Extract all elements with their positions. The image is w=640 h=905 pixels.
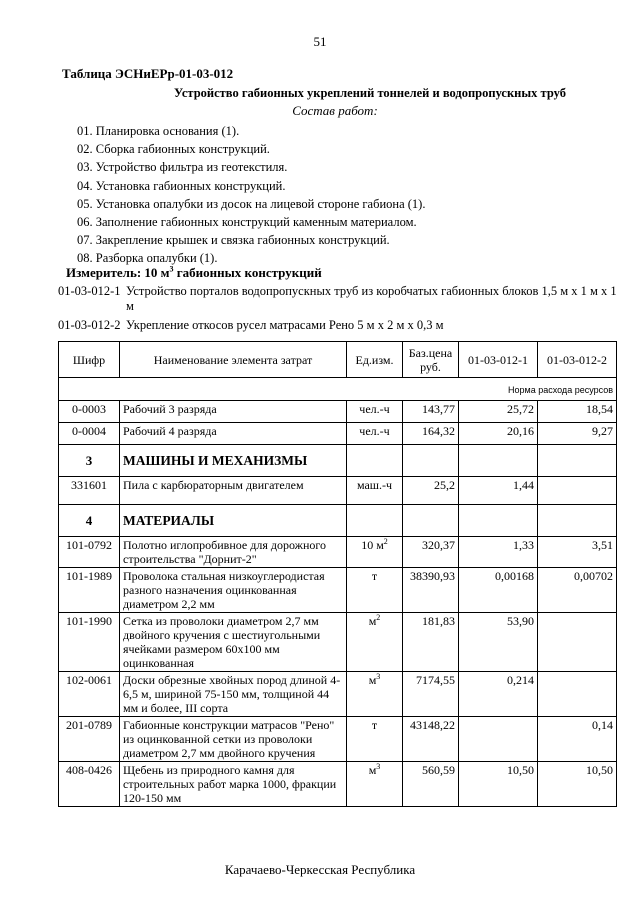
table-row (59, 423, 617, 445)
col-header-code2: 01-03-012-2 (538, 342, 617, 378)
table-row (59, 477, 617, 505)
cell-code: 101-1990 (59, 613, 120, 672)
cell-name: Полотно иглопробивное для дорожного строительства "Дорнит-2" (120, 537, 347, 568)
footer-region: Карачаево-Черкесская Республика (224, 862, 416, 877)
table-row (59, 762, 617, 807)
unit-sup: 3 (376, 762, 381, 771)
empty-cell (347, 445, 403, 477)
work-item: 07. Закрепление крышек и связка габионных конструкций. (77, 233, 390, 248)
cell-price: 320,37 (403, 537, 459, 568)
col-header-code: Шифр (59, 342, 120, 378)
works-list (77, 122, 425, 268)
cell-name: Сетка из проволоки диаметром 2,7 мм двойного кручения с шестиугольными ячейками размером 60х100 мм оцинкованная (120, 613, 347, 672)
col-header-code1: 01-03-012-1 (459, 342, 538, 378)
code-id: 01-03-012-2 (58, 318, 121, 332)
unit-sup: 2 (383, 537, 388, 546)
cell-norm-1: 1,44 (459, 477, 538, 505)
cell-norm-1: 25,72 (459, 401, 538, 423)
empty-cell (459, 445, 538, 477)
cell-norm-2 (538, 477, 617, 505)
code-row (58, 284, 618, 313)
cell-unit: т (347, 717, 403, 762)
section-number: 3 (59, 445, 120, 477)
measure-prefix: Измеритель: 10 м (66, 265, 170, 280)
section-title: МАШИНЫ И МЕХАНИЗМЫ (120, 445, 347, 477)
cell-norm-2: 18,54 (538, 401, 617, 423)
empty-cell (347, 505, 403, 537)
cell-code: 331601 (59, 477, 120, 505)
work-item: 03. Устройство фильтра из геотекстиля. (77, 160, 288, 175)
page-number: 51 (313, 34, 327, 49)
cell-norm-2: 0,00702 (538, 568, 617, 613)
section-row (59, 445, 617, 477)
cell-name: Рабочий 3 разряда (120, 401, 347, 423)
cell-name: Пила с карбюраторным двигателем (120, 477, 347, 505)
work-item: 04. Установка габионных конструкций. (77, 178, 286, 193)
section-number: 4 (59, 505, 120, 537)
cell-unit: т (347, 568, 403, 613)
empty-cell (403, 505, 459, 537)
cell-norm-1: 0,00168 (459, 568, 538, 613)
cell-name: Щебень из природного камня для строительных работ марка 1000, фракции 120-150 мм (120, 762, 347, 807)
code-description: Укрепление откосов русел матрасами Рено 5 м x 2 м x 0,3 м (126, 318, 444, 332)
cell-name: Рабочий 4 разряда (120, 423, 347, 445)
cell-unit: чел.-ч (347, 423, 403, 445)
unit-text: м (368, 673, 377, 687)
table-row (59, 537, 617, 568)
cell-unit (347, 762, 403, 807)
cell-unit (347, 672, 403, 717)
measure-sup: 3 (169, 264, 174, 274)
col-header-unit: Ед.изм. (347, 342, 403, 378)
cell-norm-2: 3,51 (538, 537, 617, 568)
cell-code: 102-0061 (59, 672, 120, 717)
code-description: Устройство порталов водопропускных труб из коробчатых габионных блоков 1,5 м x 1 м x 1 м (126, 284, 617, 313)
table-row (59, 613, 617, 672)
unit-text: м (368, 614, 377, 628)
cell-norm-1: 20,16 (459, 423, 538, 445)
cell-unit: маш.-ч (347, 477, 403, 505)
empty-cell (459, 505, 538, 537)
measure-unit (66, 265, 322, 281)
cell-unit (347, 537, 403, 568)
cell-norm-1: 53,90 (459, 613, 538, 672)
cell-norm-1: 10,50 (459, 762, 538, 807)
section-title: МАТЕРИАЛЫ (120, 505, 347, 537)
table-id: Таблица ЭСНиЕРр-01-03-012 (62, 66, 234, 81)
work-item: 05. Установка опалубки из досок на лицевой стороне габиона (1). (77, 196, 426, 211)
norma-label: Норма расхода ресурсов (59, 378, 617, 401)
unit-text: м (368, 763, 377, 777)
measure-suffix: габионных конструкций (173, 265, 322, 280)
unit-text: 10 м (361, 538, 384, 552)
work-item: 06. Заполнение габионных конструкций каменным материалом. (77, 214, 417, 229)
col-header-price: Баз.цена руб. (403, 342, 459, 378)
cell-code: 408-0426 (59, 762, 120, 807)
composition-label: Состав работ: (292, 103, 378, 118)
cell-norm-1 (459, 717, 538, 762)
cell-price: 7174,55 (403, 672, 459, 717)
table-row (59, 672, 617, 717)
cell-code: 201-0789 (59, 717, 120, 762)
cell-norm-1: 0,214 (459, 672, 538, 717)
cell-unit (347, 613, 403, 672)
cell-code: 101-0792 (59, 537, 120, 568)
codes-list (58, 284, 618, 338)
col-header-name: Наименование элемента затрат (120, 342, 347, 378)
work-item: 01. Планировка основания (1). (77, 124, 240, 138)
table-row (59, 717, 617, 762)
cell-price: 560,59 (403, 762, 459, 807)
empty-cell (538, 445, 617, 477)
cell-norm-2 (538, 672, 617, 717)
code-row (58, 318, 618, 333)
cell-code: 0-0003 (59, 401, 120, 423)
cell-name: Доски обрезные хвойных пород длиной 4-6,5 м, шириной 75-150 мм, толщиной 44 мм и более, III сорта (120, 672, 347, 717)
norma-row (59, 378, 617, 401)
cell-norm-2: 0,14 (538, 717, 617, 762)
cell-norm-2: 10,50 (538, 762, 617, 807)
cell-code: 101-1989 (59, 568, 120, 613)
cell-name: Проволока стальная низкоуглеродистая разного назначения оцинкованная диаметром 2,2 мм (120, 568, 347, 613)
cell-price: 38390,93 (403, 568, 459, 613)
work-item: 02. Сборка габионных конструкций. (77, 142, 270, 157)
cell-norm-2: 9,27 (538, 423, 617, 445)
cell-price: 164,32 (403, 423, 459, 445)
cell-price: 181,83 (403, 613, 459, 672)
cell-name: Габионные конструкции матрасов "Рено" из оцинкованной сетки из проволоки диаметром 2,7 мм двойного кручения (120, 717, 347, 762)
cell-price: 43148,22 (403, 717, 459, 762)
table-row (59, 568, 617, 613)
code-id: 01-03-012-1 (58, 284, 121, 298)
cell-norm-2 (538, 613, 617, 672)
unit-sup: 2 (376, 613, 381, 622)
resources-table (58, 341, 617, 807)
work-item: 08. Разборка опалубки (1). (77, 251, 218, 266)
empty-cell (538, 505, 617, 537)
cell-norm-1: 1,33 (459, 537, 538, 568)
section-row (59, 505, 617, 537)
table-heading: Устройство габионных укреплений тоннелей и водопропускных труб (174, 86, 566, 100)
empty-cell (403, 445, 459, 477)
cell-code: 0-0004 (59, 423, 120, 445)
cell-price: 25,2 (403, 477, 459, 505)
unit-sup: 3 (376, 672, 381, 681)
table-row (59, 401, 617, 423)
header-row (59, 342, 617, 378)
cell-unit: чел.-ч (347, 401, 403, 423)
cell-price: 143,77 (403, 401, 459, 423)
